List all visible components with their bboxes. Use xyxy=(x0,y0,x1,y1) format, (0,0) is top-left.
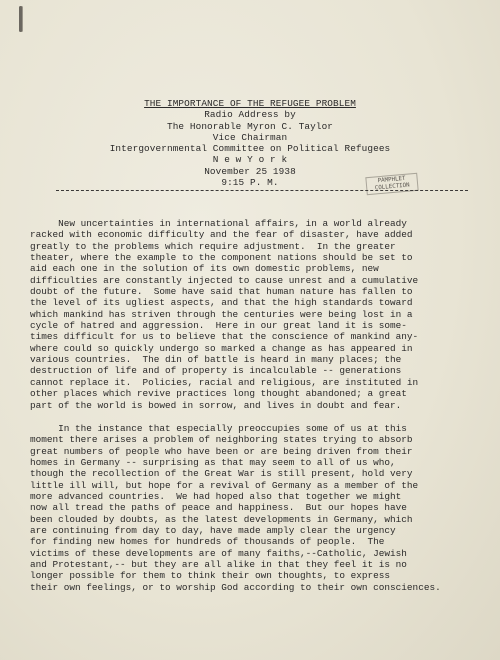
document-title: THE IMPORTANCE OF THE REFUGEE PROBLEM xyxy=(144,98,356,109)
document-body xyxy=(30,218,490,605)
paragraph-line: little ill will, but hope for a revival of Germany as a member of the xyxy=(30,479,419,491)
document-subtitle: Radio Address by xyxy=(204,109,296,121)
paragraph-line: racked with economic difficulty and the fear of disaster, have added xyxy=(30,229,413,241)
paragraph-line: difficulties are constantly injected to cause unrest and a cumulative xyxy=(30,274,419,286)
stamp-line-2: COLLECTION xyxy=(374,182,410,192)
stamp-line-1: PAMPHLET xyxy=(377,175,406,185)
paragraph-line: their own feelings, or to worship God according to their own consciences. xyxy=(30,581,441,593)
speaker-role: Vice Chairman xyxy=(212,131,288,143)
paragraph-line: for finding new homes for hundreds of thousands of people. The xyxy=(30,536,385,548)
body-paragraph xyxy=(30,423,490,593)
paragraph-line: longer possible for them to think their own thoughts, to express xyxy=(30,570,391,582)
paragraph-line: New uncertainties in international affairs, in a world already xyxy=(30,218,407,229)
speaker-name: The Honorable Myron C. Taylor xyxy=(166,120,334,132)
paragraph-line: victims of these developments are of many faiths,--Catholic, Jewish xyxy=(30,547,407,559)
body-paragraph xyxy=(30,218,490,411)
paragraph-line: are continuing from day to day, have made amply clear the urgency xyxy=(30,524,396,536)
paragraph-line: greatly to the problems which require adjustment. In the greater xyxy=(30,240,396,252)
staple-mark xyxy=(19,6,22,32)
paragraph-line: and Protestant,-- but they are all alike in that they feel it is no xyxy=(30,558,407,570)
paragraph-line: doubt of the future. Some have said that human nature has fallen to xyxy=(30,286,413,298)
dashed-separator xyxy=(56,190,468,191)
paragraph-line: which mankind has striven through the centuries were being lost in a xyxy=(30,308,413,320)
paragraph-line: part of the world is bowed in sorrow, and lives in doubt and fear. xyxy=(30,399,402,411)
paragraph-line: been clouded by doubts, as the latest developments in Germany, which xyxy=(30,513,413,525)
paragraph-line: great numbers of people who have been or are being driven from their xyxy=(30,445,413,457)
paragraph-line: though the recollection of the Great War is still present, hold very xyxy=(30,468,413,480)
time-line: 9:15 P. M. xyxy=(221,177,279,189)
paragraph-line: moment there arises a problem of neighboring states trying to absorb xyxy=(30,434,413,446)
pamphlet-collection-stamp xyxy=(365,173,418,195)
paragraph-line: cannot replace it. Policies, racial and religious, are instituted in xyxy=(30,376,419,388)
city-line: N e w Y o r k xyxy=(212,154,288,166)
document-header xyxy=(100,98,400,188)
paragraph-line: times difficult for us to believe that the conscience of mankind any- xyxy=(30,331,419,343)
paragraph-line: the level of its ugliest aspects, and that the high standards toward xyxy=(30,297,413,309)
paragraph-line: more advanced countries. We had hoped also that together we might xyxy=(30,490,402,502)
paragraph-line: theater, where the example to the component nations should be set to xyxy=(30,252,413,264)
paragraph-line: homes in Germany -- surprising as that may seem to all of us who, xyxy=(30,456,396,468)
paragraph-line: cycle of hatred and aggression. Here in our great land it is some- xyxy=(30,320,407,332)
paragraph-line: aid each one in the solution of its own domestic problems, new xyxy=(30,263,379,275)
paragraph-line: destruction of life and of property is incalculable -- generations xyxy=(30,365,402,377)
paragraph-line: where could so quickly undergo so marked a change as has appeared in xyxy=(30,342,413,354)
paragraph-line: various countries. The din of battle is heard in many places; the xyxy=(30,354,402,366)
organization-name: Intergovernmental Committee on Political Refugees xyxy=(109,143,391,155)
paragraph-line: In the instance that especially preoccupies some of us at this xyxy=(30,422,407,434)
date-line: November 25 1938 xyxy=(204,165,296,177)
paragraph-line: other places which revive practices long thought abandoned; a great xyxy=(30,388,407,400)
paragraph-line: now all tread the paths of peace and happiness. But our hopes have xyxy=(30,502,407,514)
